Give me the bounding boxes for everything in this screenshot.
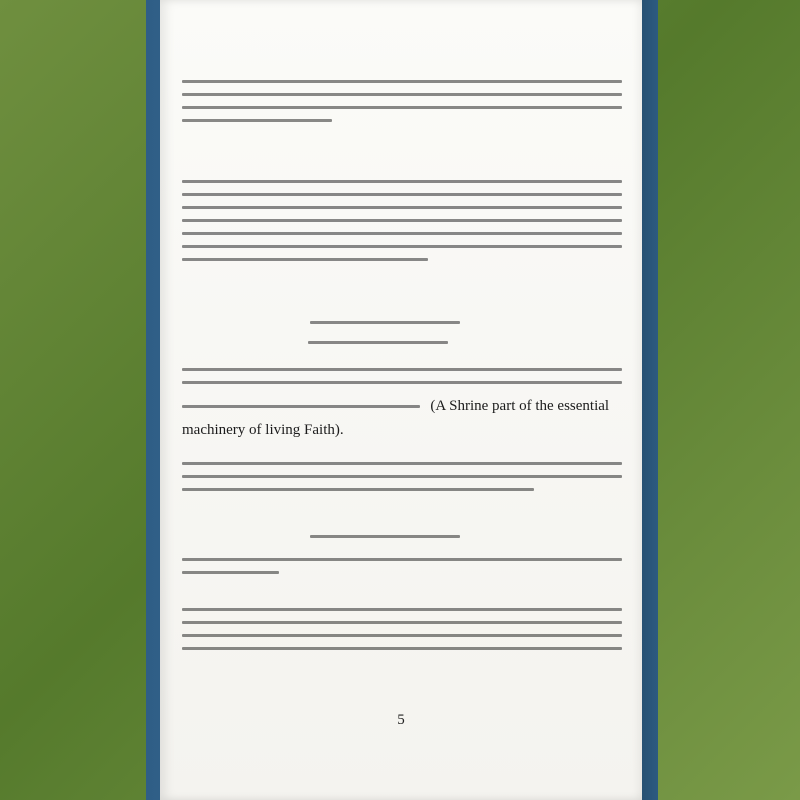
paragraph-1 [182, 70, 622, 132]
paragraph-6 [182, 598, 622, 660]
paragraph-2 [182, 170, 622, 271]
paragraph-3 [182, 358, 622, 442]
page-edge-shadow [642, 0, 658, 800]
paragraph-5 [182, 548, 622, 584]
page-number: 5 [397, 712, 405, 728]
book-page [160, 0, 642, 800]
quote-1 [310, 312, 460, 334]
quote-2 [308, 332, 448, 354]
paragraph-3-english: (A Shrine part of the essential machinery of living Faith). [182, 398, 610, 438]
quote-3 [310, 526, 460, 548]
page-title [182, 30, 622, 66]
paragraph-4 [182, 452, 622, 501]
